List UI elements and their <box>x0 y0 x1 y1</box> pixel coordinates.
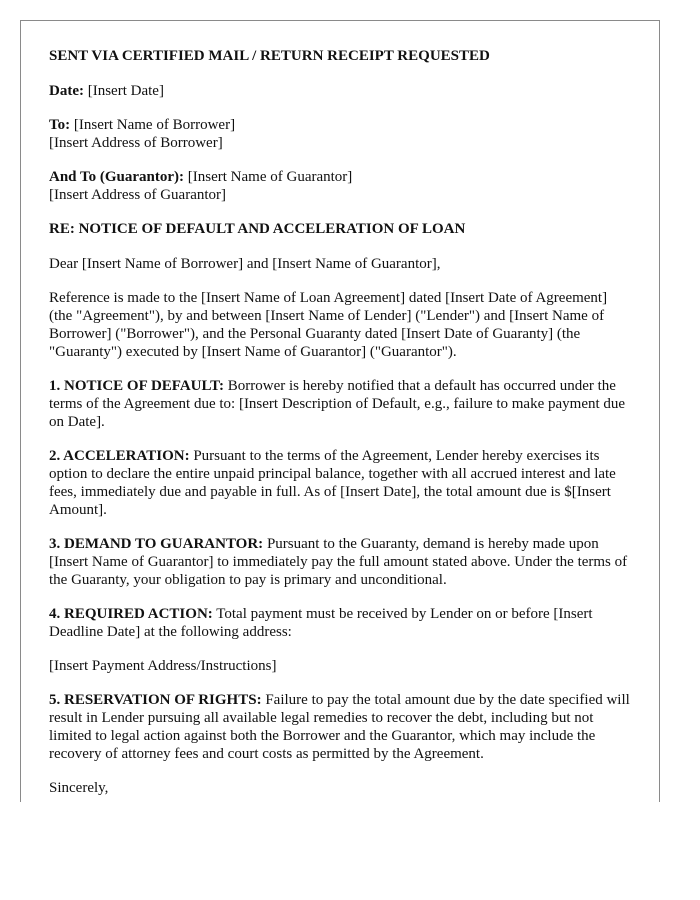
guarantor-address: [Insert Address of Guarantor] <box>49 187 227 203</box>
to-label: To: <box>49 117 71 133</box>
guarantor-block <box>49 168 631 204</box>
date-value: [Insert Date] <box>83 83 164 99</box>
recipient-name-line <box>49 116 631 134</box>
section-text: Failure to pay the total amount due by the date specified will result in Lender pursuing all available legal remedies to recover the debt, including but not limited to legal action against both the Borrower and the Guarantor, which may include the recovery of attorney fees and court costs as permitted by the Agreement. <box>49 692 630 762</box>
document-page <box>20 20 660 802</box>
guarantor-name-line <box>49 168 631 186</box>
reference-paragraph: Reference is made to the [Insert Name of Loan Agreement] dated [Insert Date of Agreement] (the "Agreement"), by and between [Insert Name of Lender] ("Lender") and [Insert Name of Borrower] ("Borrower"), and the Personal Guaranty dated [Insert Date of Guaranty] (the "Guaranty") executed by [Insert Name of Guarantor] ("Guarantor"). <box>49 290 608 360</box>
section-text: Total payment must be received by Lender on or before [Insert Deadline Date] at the following address: <box>49 606 593 640</box>
mail-header: SENT VIA CERTIFIED MAIL / RETURN RECEIPT REQUESTED <box>49 48 490 64</box>
to-name: [Insert Name of Borrower] <box>70 117 236 133</box>
section-notice-of-default <box>49 377 631 431</box>
document-content <box>21 21 659 797</box>
section-text: Pursuant to the Guaranty, demand is hereby made upon [Insert Name of Guarantor] to immediately pay the full amount stated above. Under the terms of the Guaranty, your obligation to pay is primary and unconditional. <box>49 536 628 588</box>
section-heading: 1. NOTICE OF DEFAULT: <box>49 378 225 394</box>
re-line: RE: NOTICE OF DEFAULT AND ACCELERATION OF LOAN <box>49 221 466 237</box>
section-acceleration <box>49 447 631 519</box>
guarantor-label: And To (Guarantor): <box>49 169 185 185</box>
section-heading: 4. REQUIRED ACTION: <box>49 606 213 622</box>
payment-address: [Insert Payment Address/Instructions] <box>49 658 277 674</box>
closing: Sincerely, <box>49 780 109 796</box>
salutation: Dear [Insert Name of Borrower] and [Insert Name of Guarantor], <box>49 256 441 272</box>
section-heading: 3. DEMAND TO GUARANTOR: <box>49 536 264 552</box>
section-demand-to-guarantor <box>49 535 631 589</box>
section-text: Pursuant to the terms of the Agreement, Lender hereby exercises its option to declare the entire unpaid principal balance, together with all accrued interest and late fees, immediately due and payable in full. As of [Insert Date], the total amount due is $[Insert Amount]. <box>49 448 616 518</box>
section-text: Borrower is hereby notified that a default has occurred under the terms of the Agreement due to: [Insert Description of Default, e.g., failure to make payment due on Date]. <box>49 378 626 430</box>
section-reservation-of-rights <box>49 691 631 763</box>
section-heading: 5. RESERVATION OF RIGHTS: <box>49 692 262 708</box>
recipient-address: [Insert Address of Borrower] <box>49 135 223 151</box>
recipient-block <box>49 116 631 152</box>
guarantor-name: [Insert Name of Guarantor] <box>184 169 353 185</box>
date-line <box>49 82 631 100</box>
section-heading: 2. ACCELERATION: <box>49 448 190 464</box>
date-label: Date: <box>49 83 84 99</box>
section-required-action <box>49 605 631 641</box>
